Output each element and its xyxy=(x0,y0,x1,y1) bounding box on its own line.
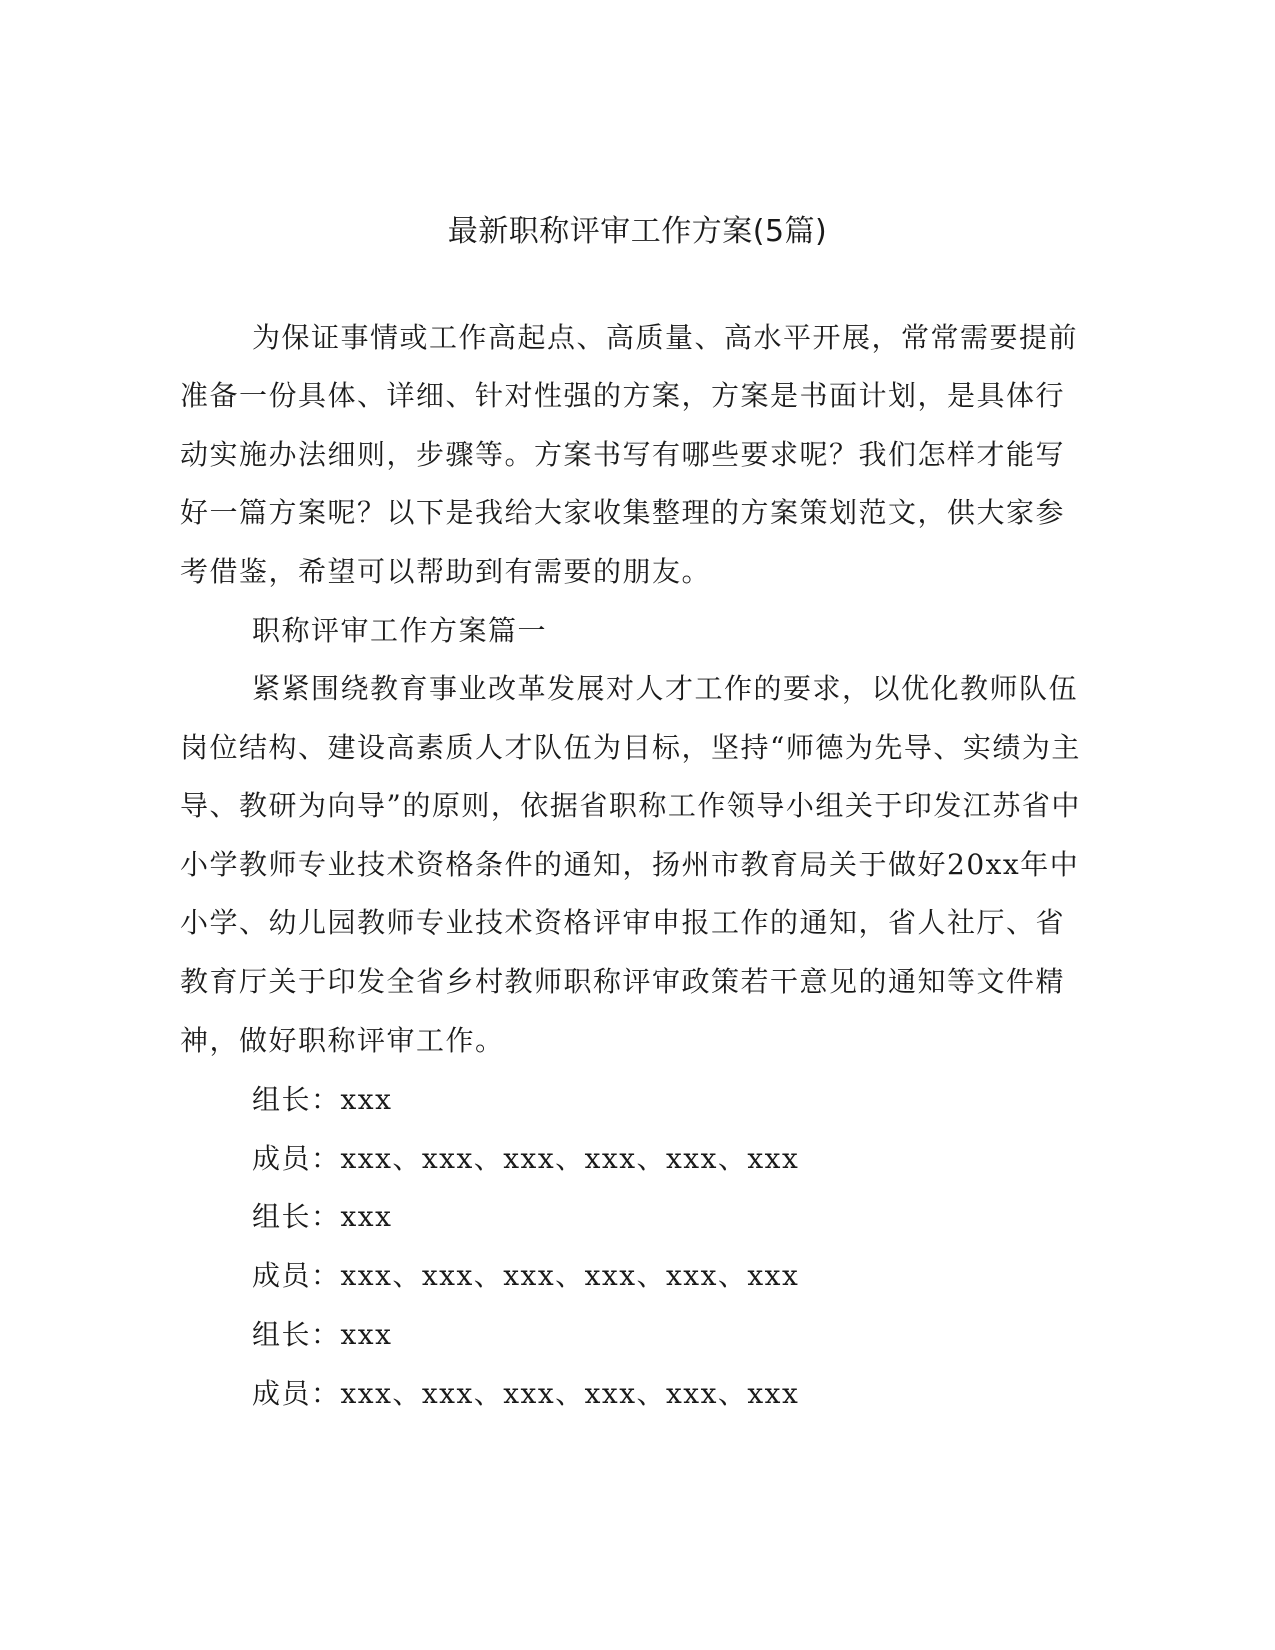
body-line: 紧紧围绕教育事业改革发展对人才工作的要求，以优化教师队伍 xyxy=(252,672,1079,705)
roster-line: 组长：xxx xyxy=(252,1083,393,1116)
body-line: 小学教师专业技术资格条件的通知，扬州市教育局关于做好20xx年中 xyxy=(180,848,1080,881)
section-heading: 职称评审工作方案篇一 xyxy=(252,614,548,647)
intro-line: 好一篇方案呢？以下是我给大家收集整理的方案策划范文，供大家参 xyxy=(180,496,1066,529)
body-line: 神，做好职称评审工作。 xyxy=(180,1024,505,1057)
body-line: 小学、幼儿园教师专业技术资格评审申报工作的通知，省人社厅、省 xyxy=(180,906,1066,939)
body-line: 教育厅关于印发全省乡村教师职称评审政策若干意见的通知等文件精 xyxy=(180,965,1066,998)
roster-line: 成员：xxx、xxx、xxx、xxx、xxx、xxx xyxy=(252,1377,800,1410)
body-line: 岗位结构、建设高素质人才队伍为目标，坚持“师德为先导、实绩为主 xyxy=(180,731,1081,764)
body-line: 导、教研为向导”的原则，依据省职称工作领导小组关于印发江苏省中 xyxy=(180,789,1081,822)
roster-line: 组长：xxx xyxy=(252,1200,393,1233)
document-title: 最新职称评审工作方案(5篇) xyxy=(447,214,828,249)
intro-line: 动实施办法细则，步骤等。方案书写有哪些要求呢？我们怎样才能写 xyxy=(180,438,1066,471)
roster-line: 成员：xxx、xxx、xxx、xxx、xxx、xxx xyxy=(252,1142,800,1175)
intro-line: 为保证事情或工作高起点、高质量、高水平开展，常常需要提前 xyxy=(252,321,1079,354)
intro-line: 考借鉴，希望可以帮助到有需要的朋友。 xyxy=(180,555,712,588)
roster-line: 组长：xxx xyxy=(252,1318,393,1351)
roster-line: 成员：xxx、xxx、xxx、xxx、xxx、xxx xyxy=(252,1259,800,1292)
intro-line: 准备一份具体、详细、针对性强的方案，方案是书面计划，是具体行 xyxy=(180,379,1066,412)
